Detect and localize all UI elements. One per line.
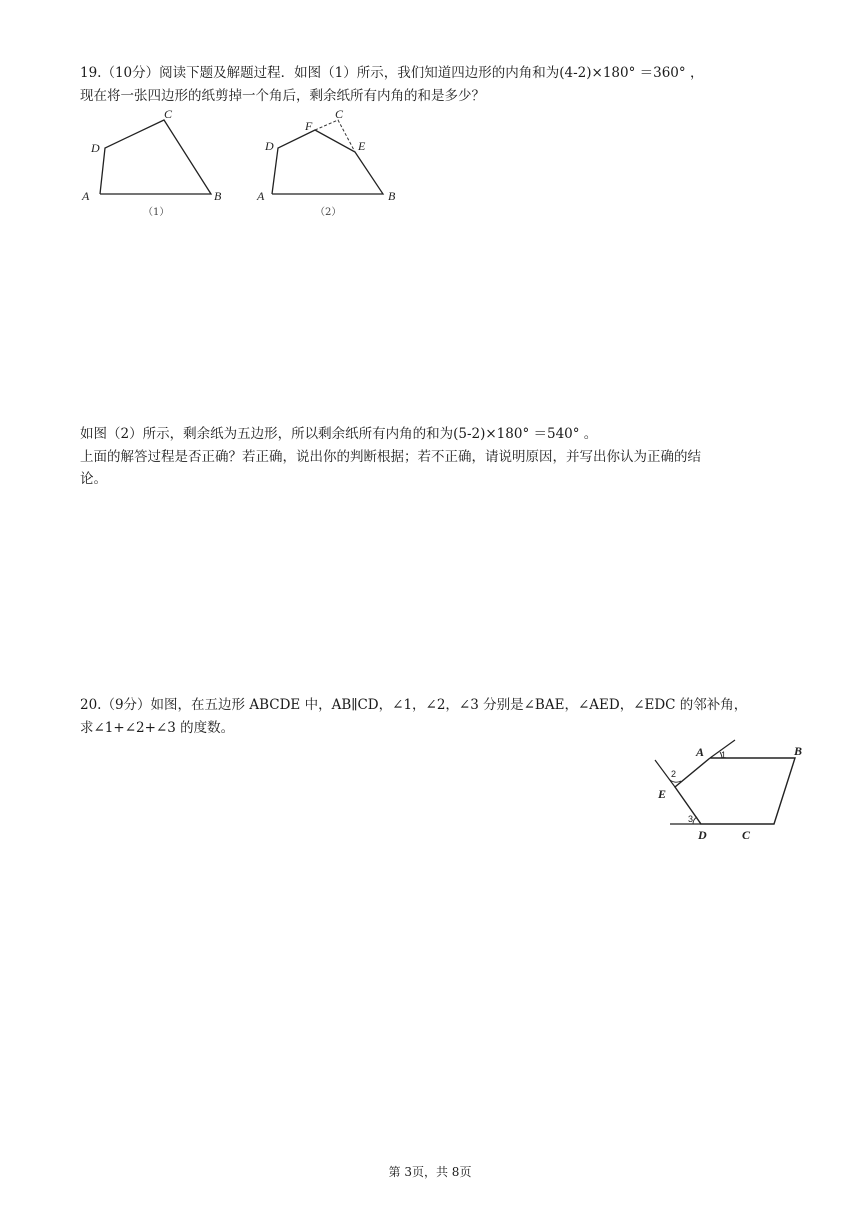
q20-figure [650, 736, 803, 846]
fig1-caption: （1） [143, 207, 170, 218]
fig2-label-e: E [358, 139, 366, 153]
q20-label-b: B [794, 744, 803, 758]
q19-text-line2: 现在将一张四边形的纸剪掉一个角后，剩余纸所有内角的和是多少？ [80, 88, 485, 104]
pentagon-abefd [272, 130, 383, 194]
q19-text-line5: 论。 [80, 471, 107, 487]
fig1-label-d: D [91, 141, 100, 155]
quadrilateral-abcd [100, 120, 211, 194]
fig1-label-b: B [214, 189, 222, 203]
q19-text-line4: 上面的解答过程是否正确？若正确，说出你的判断根据；若不正确，请说明原因，并写出你认为正确的结 [80, 449, 701, 465]
fig2-label-f: F [305, 119, 313, 133]
fig1-label-a: A [82, 189, 90, 203]
fig2-label-d: D [265, 139, 274, 153]
q20-angle-3: 3 [688, 814, 694, 824]
q20-text-line2: 求∠1+∠2+∠3 的度数。 [80, 720, 235, 736]
q19-text-line3: 如图（2）所示，剩余纸为五边形，所以剩余纸所有内角的和为(5-2)×180° ＝540° 。 [80, 426, 598, 442]
q20-label-d: D [698, 828, 707, 842]
fig1-label-c: C [164, 107, 173, 121]
q19-text-line1: 19.（10分）阅读下题及解题过程．如图（1）所示，我们知道四边形的内角和为(4-2)×180° ＝360° ， [80, 65, 704, 81]
q20-angle-1: 1 [721, 750, 727, 760]
q20-angle-2: 2 [671, 769, 677, 779]
fig2-label-a: A [257, 189, 265, 203]
cut-corner-dashed [315, 120, 355, 152]
page-footer: 第 3页，共 8页 [388, 1165, 472, 1179]
q19-figure-1 [78, 108, 238, 220]
fig2-label-b: B [388, 189, 396, 203]
fig2-caption: （2） [315, 207, 342, 218]
q20-label-a: A [696, 745, 705, 759]
q20-label-c: C [742, 828, 751, 842]
fig2-label-c: C [335, 107, 344, 121]
q19-figure-2 [255, 108, 415, 220]
q20-text-line1: 20.（9分）如图，在五边形 ABCDE 中，AB∥CD，∠1，∠2，∠3 分别是∠BAE，∠AED，∠EDC 的邻补角， [80, 697, 748, 713]
q20-label-e: E [658, 787, 667, 801]
